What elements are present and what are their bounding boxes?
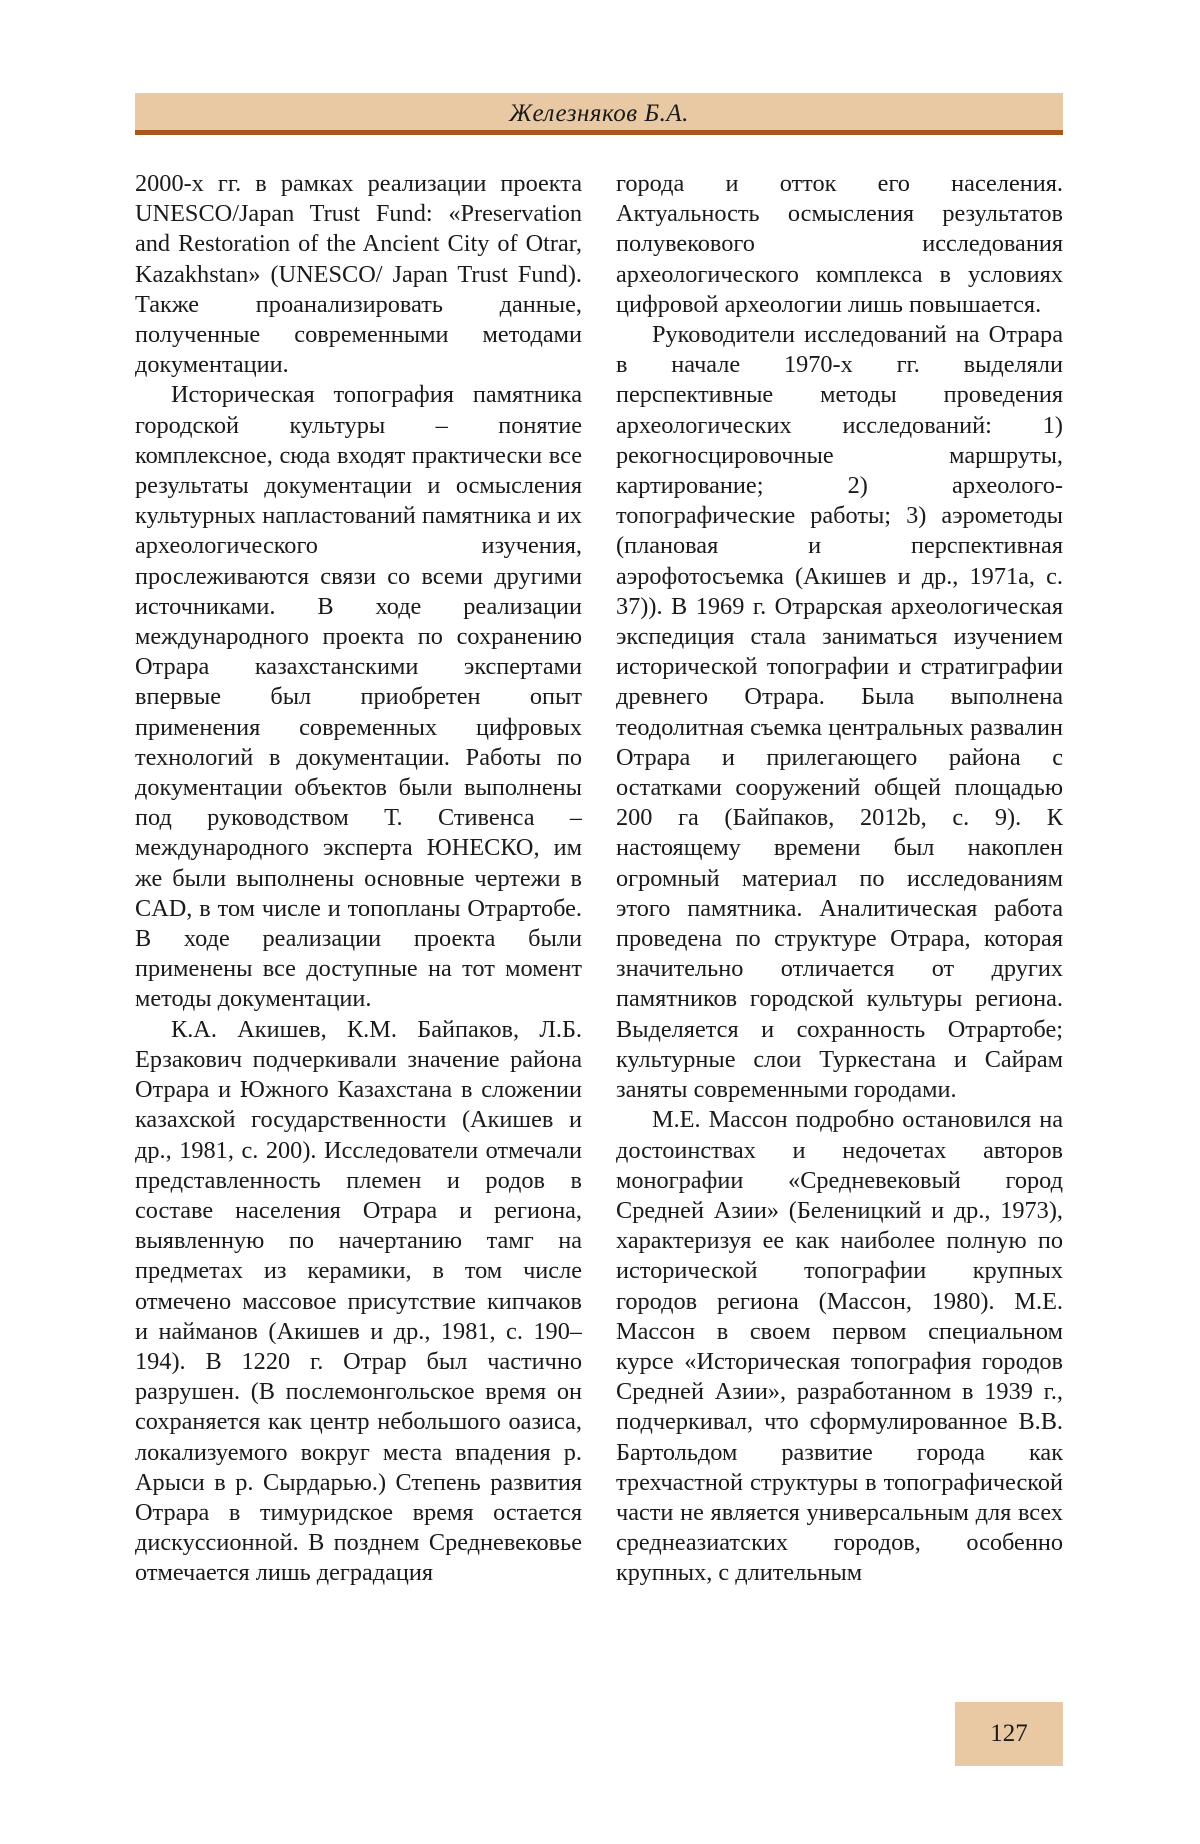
page-number-box [955,1702,1063,1766]
header-author: Железняков Б.А. [509,99,689,127]
paragraph: М.Е. Массон подробно остановился на достоинствах и недочетах авторов монографии «Средневековый город Средней Азии» (Беленицкий и др., 1973), характеризуя ее как наиболее полную по исторической топографии крупных городов региона (Массон, 1980). М.Е. Массон в своем первом специальном курсе «Историческая топография городов Средней Азии», разработанном в 1939 г., подчеркивал, что сформулированное В.В. Бартольдом развитие города как трехчастной структуры в топографической части не является универсальным для всех среднеазиатских городов, особенно крупных, с длительным [616,1106,1063,1587]
paragraph: Руководители исследований на Отрара в начале 1970-х гг. выделяли перспективные методы проведения археологических исследований: 1) рекогносцировочные маршруты, картирование; 2) археолого-топографические работы; 3) аэрометоды (плановая и перспективная аэрофотосъемка (Акишев и др., 1971а, с. 37)). В 1969 г. Отрарская археологическая экспедиция стала заниматься изучением исторической топографии и стратиграфии древнего Отрара. Была выполнена теодолитная съемка центральных развалин Отрара и прилегающего района с остатками сооружений общей площадью 200 га (Байпаков, 2012b, с. 9). К настоящему времени был накоплен огромный материал по исследованиям этого памятника. Аналитическая работа проведена по структуре Отрара, которая значительно отличается от других памятников городской культуры региона. Выделяется и сохранность Отрартобе; культурные слои Туркестана и Сайрам заняты современными городами. [616,321,1063,1104]
running-header [135,93,1063,135]
paragraph: К.А. Акишев, К.М. Байпаков, Л.Б. Ерзакович подчеркивали значение района Отрара и Южного Казахстана в сложении казахской государственности (Акишев и др., 1981, с. 200). Исследователи отмечали представленность племен и родов в составе населения Отрара и региона, выявленную по начертанию тамг на предметах из керамики, в том числе отмечено массовое присутствие кипчаков и найманов (Акишев и др., 1981, с. 190–194). В 1220 г. Отрар был частично разрушен. (В послемонгольское время он сохраняется как центр небольшого оазиса, локализуемого вокруг места впадения р. Арыси в р. Сырдарью.) Степень развития Отрара в тимуридское время остается дискуссионной. В позднем Средневековье отмечается лишь деградация [135,1015,582,1587]
paragraph: Историческая топография памятника городской культуры – понятие комплексное, сюда входят практически все результаты документации и осмысления культурных напластований памятника и их археологического изучения, прослеживаются связи со всеми другими источниками. В ходе реализации международного проекта по сохранению Отрара казахстанскими экспертами впервые был приобретен опыт применения современных цифровых технологий в документации. Работы по документации объектов были выполнены под руководством Т. Стивенса – международного эксперта ЮНЕСКО, им же были выполнены основные чертежи в CAD, в том числе и топопланы Отрартобе. В ходе реализации проекта были применены все доступные на тот момент методы документации. [135,381,582,1013]
paragraph: 2000-х гг. в рамках реализации проекта UNESCO/Japan Trust Fund: «Preservation and Restoration of the Ancient City of Otrar, Kazakhstan» (UNESCO/ Japan Trust Fund). Также проанализировать данные, полученные современными методами документации. [135,170,582,379]
page-number: 127 [990,1720,1028,1747]
left-column [135,169,582,1679]
right-column [616,169,1063,1679]
paragraph: города и отток его населения. Актуальность осмысления результатов полувекового исследования археологического комплекса в условиях цифровой археологии лишь повышается. [616,170,1063,318]
